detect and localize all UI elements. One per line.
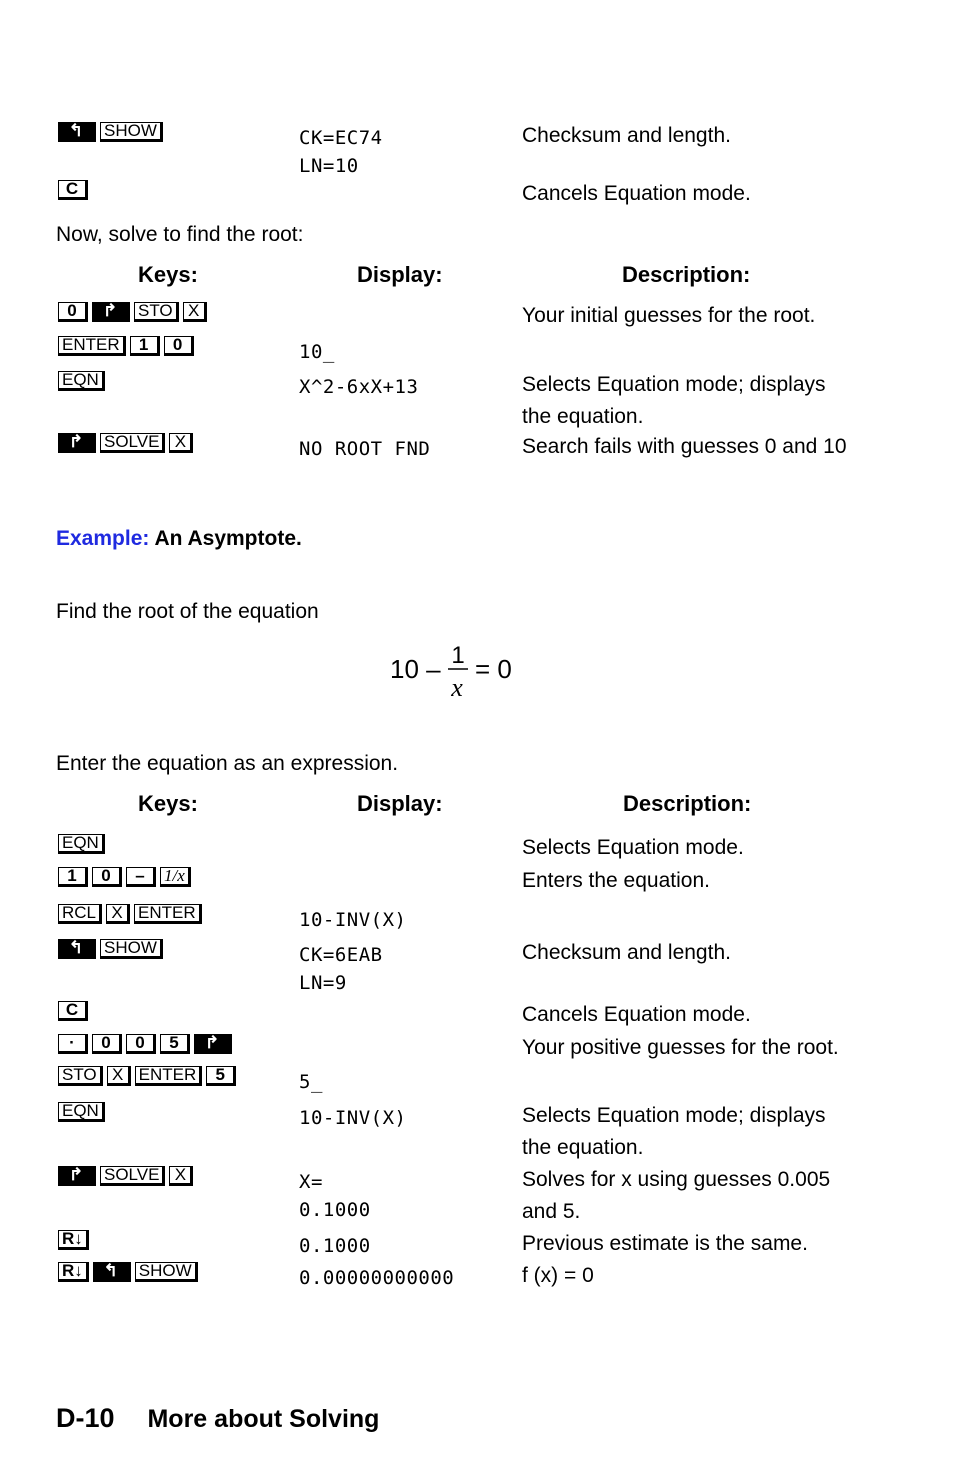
key-sequence (58, 1102, 109, 1122)
calculator-key: R↓ (58, 1262, 89, 1282)
calculator-key: 1 (58, 867, 88, 887)
calculator-key: 5 (160, 1034, 190, 1054)
calculator-key: ↱ (92, 302, 130, 322)
calculator-key: X (183, 302, 207, 322)
display-readout: CK=6EAB LN=9 (299, 944, 383, 994)
display-readout: 0.1000 (299, 1235, 371, 1257)
description-text: Search fails with guesses 0 and 10 (522, 435, 847, 458)
header-keys-2: Keys: (138, 791, 198, 816)
header-display: Display: (357, 262, 443, 287)
key-sequence (58, 1230, 93, 1250)
calculator-key: 0 (92, 1034, 122, 1054)
calculator-key: 1 (130, 336, 160, 356)
calculator-key: SOLVE (100, 433, 165, 453)
calculator-key: – (126, 867, 156, 887)
header-display-2: Display: (357, 791, 443, 816)
calculator-key: 0 (92, 867, 122, 887)
description-text: Solves for x using guesses 0.005 and 5. (522, 1168, 831, 1223)
equation (390, 640, 530, 710)
description-text: Previous estimate is the same. (522, 1232, 808, 1255)
calculator-key: ↰ (58, 122, 96, 142)
header-keys: Keys: (138, 262, 198, 287)
description-text: Cancels Equation mode. (522, 182, 751, 205)
display-readout: X= 0.1000 (299, 1171, 371, 1221)
section-title: More about Solving (147, 1405, 380, 1433)
display-readout: 10-INV(X) (299, 909, 407, 931)
key-sequence (58, 904, 206, 924)
display-readout: NO ROOT FND (299, 438, 431, 460)
page-number: D-10 (56, 1403, 115, 1433)
calculator-key: ↰ (93, 1262, 131, 1282)
calculator-key: SHOW (100, 939, 163, 959)
calculator-key: ↱ (58, 1166, 96, 1186)
description-text: Checksum and length. (522, 124, 731, 147)
key-sequence (58, 1066, 240, 1086)
calculator-key: ↱ (58, 433, 96, 453)
description-text: Your initial guesses for the root. (522, 304, 816, 327)
key-sequence (58, 122, 167, 142)
display-readout: X^2-6xX+13 (299, 376, 419, 398)
calculator-key: · (58, 1034, 88, 1054)
description-text: Selects Equation mode; displays the equation. (522, 1104, 826, 1159)
intro-solve: Now, solve to find the root: (56, 223, 304, 246)
calculator-key: SOLVE (100, 1166, 165, 1186)
intro-expression: Enter the equation as an expression. (56, 752, 399, 775)
key-sequence (58, 336, 198, 356)
key-sequence (58, 867, 195, 887)
display-readout: 5_ (299, 1071, 323, 1093)
key-sequence (58, 371, 109, 391)
calculator-key: 5 (206, 1066, 236, 1086)
calculator-key: ↱ (194, 1034, 232, 1054)
calculator-key: SHOW (135, 1262, 198, 1282)
description-text: f (x) = 0 (522, 1264, 594, 1287)
description-text: Enters the equation. (522, 869, 710, 892)
example-label: Example: (56, 527, 150, 550)
key-sequence (58, 1034, 236, 1054)
key-sequence (58, 1166, 197, 1186)
equation-left: 10 – (390, 654, 441, 684)
calculator-key: STO (58, 1066, 103, 1086)
description-text: Selects Equation mode. (522, 836, 744, 859)
calculator-key: C (58, 1001, 88, 1021)
calculator-key: C (58, 180, 88, 200)
key-sequence (58, 834, 109, 854)
key-sequence (58, 433, 197, 453)
calculator-key: ENTER (134, 904, 202, 924)
display-readout: 10-INV(X) (299, 1107, 407, 1129)
key-sequence (58, 939, 167, 959)
equation-numerator: 1 (451, 642, 465, 669)
equation-right: = 0 (475, 654, 512, 684)
key-sequence (58, 180, 92, 200)
calculator-key: 0 (58, 302, 88, 322)
calculator-key: X (169, 1166, 193, 1186)
description-text: Your positive guesses for the root. (522, 1036, 839, 1059)
calculator-key: EQN (58, 834, 105, 854)
calculator-key: RCL (58, 904, 102, 924)
calculator-key: X (107, 1066, 131, 1086)
calculator-key: SHOW (100, 122, 163, 142)
calculator-key: ENTER (135, 1066, 203, 1086)
calculator-key: X (106, 904, 130, 924)
calculator-key: EQN (58, 371, 105, 391)
calculator-key: EQN (58, 1102, 105, 1122)
calculator-key: ENTER (58, 336, 126, 356)
calculator-key: 0 (126, 1034, 156, 1054)
calculator-key: STO (134, 302, 179, 322)
display-readout: 10_ (299, 341, 335, 363)
key-sequence (58, 302, 211, 322)
example-heading (56, 527, 302, 551)
page-footer (56, 1403, 379, 1434)
equation-denominator: x (451, 673, 463, 702)
calculator-key: 1/x (160, 867, 191, 887)
calculator-key: ↰ (58, 939, 96, 959)
calculator-key: X (169, 433, 193, 453)
calculator-key: 0 (164, 336, 194, 356)
display-readout: 0.00000000000 (299, 1267, 455, 1289)
description-text: Checksum and length. (522, 941, 731, 964)
intro-equation: Find the root of the equation (56, 600, 319, 623)
description-text: Selects Equation mode; displays the equation. (522, 373, 826, 428)
header-description: Description: (622, 262, 751, 287)
example-title: An Asymptote. (154, 527, 302, 550)
description-text: Cancels Equation mode. (522, 1003, 751, 1026)
key-sequence (58, 1001, 92, 1021)
header-description-2: Description: (623, 791, 752, 816)
calculator-key: R↓ (58, 1230, 89, 1250)
key-sequence (58, 1262, 202, 1282)
display-readout: CK=EC74 LN=10 (299, 127, 383, 177)
